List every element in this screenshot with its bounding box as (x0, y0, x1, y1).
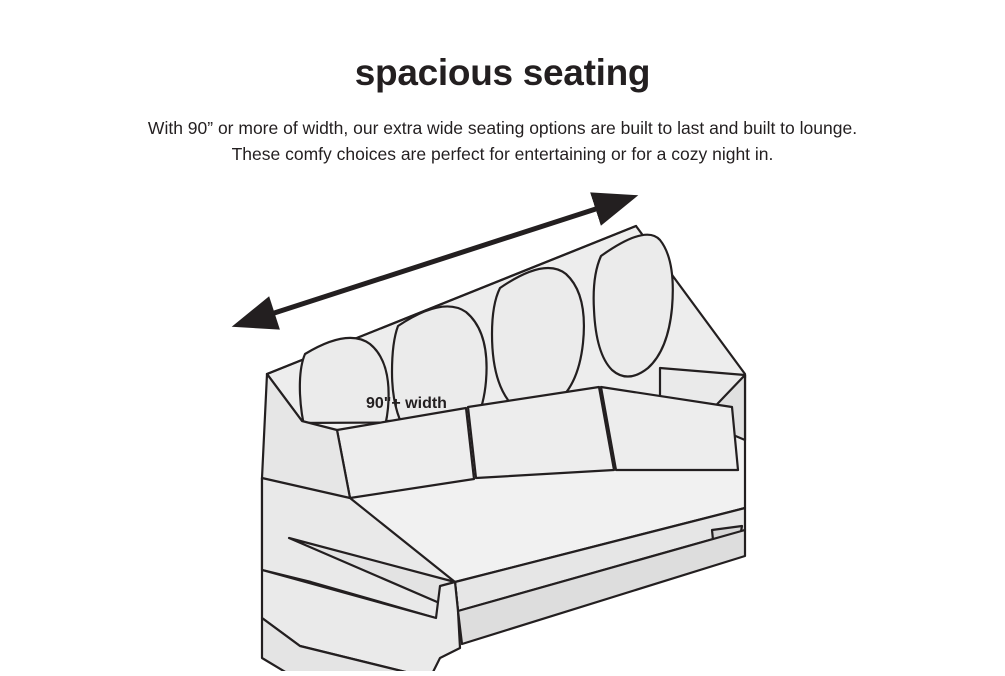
width-dimension-label: 90"+ width (366, 395, 447, 412)
sofa-illustration (0, 178, 1005, 671)
page-title: spacious seating (354, 52, 651, 93)
subcopy-line-2: These comfy choices are perfect for entertaining or for a cozy night in. (231, 144, 774, 164)
subcopy-line-1: With 90” or more of width, our extra wide seating options are built to last and built to lounge. (147, 118, 858, 138)
sofa-line-drawing-svg (0, 178, 1005, 671)
subcopy-block (50, 115, 955, 167)
